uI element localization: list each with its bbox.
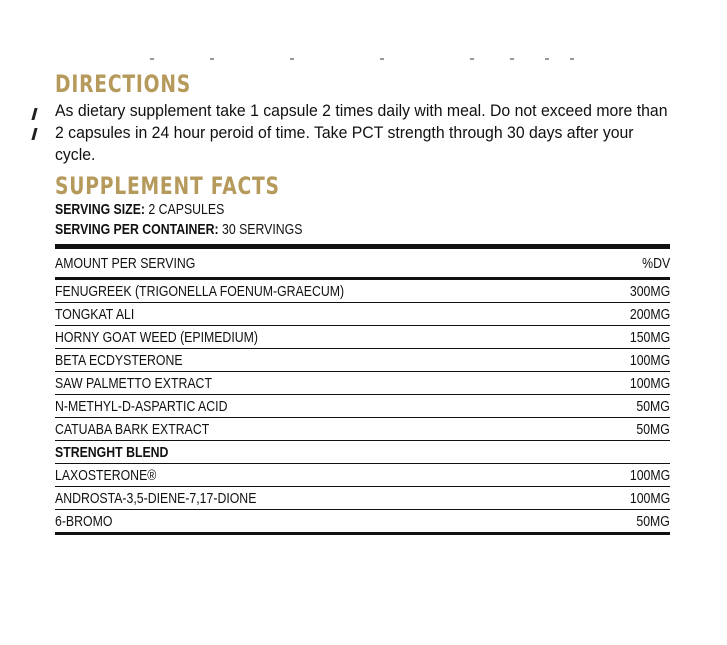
supplement-label — [55, 70, 670, 535]
ingredients-table — [55, 280, 670, 535]
ingredient-amount: 300MG — [629, 282, 670, 300]
table-row — [55, 372, 670, 395]
table-row — [55, 395, 670, 418]
table-row — [55, 510, 670, 535]
table-row — [55, 464, 670, 487]
ingredient-name: BETA ECDYSTERONE — [55, 351, 183, 369]
ingredient-name: FENUGREEK (TRIGONELLA FOENUM-GRAECUM) — [55, 282, 345, 300]
ingredient-name: ANDROSTA-3,5-DIENE-7,17-DIONE — [55, 489, 257, 507]
directions-heading: DIRECTIONS — [55, 70, 192, 98]
blend-name: STRENGHT BLEND — [55, 443, 169, 461]
label-edge-mark — [31, 128, 37, 140]
servings-per-container — [55, 220, 559, 240]
servings-per-container-label: SERVING PER CONTAINER: — [55, 221, 219, 238]
serving-size-value: 2 CAPSULES — [148, 201, 225, 218]
ingredient-amount: 100MG — [629, 489, 670, 507]
ingredient-amount: 50MG — [636, 397, 670, 415]
table-row — [55, 487, 670, 510]
amount-per-serving-header: AMOUNT PER SERVING — [55, 254, 196, 272]
label-edge-mark — [31, 108, 37, 120]
servings-per-container-value: 30 SERVINGS — [221, 221, 303, 238]
table-row — [55, 326, 670, 349]
ingredient-name: N-METHYL-D-ASPARTIC ACID — [55, 397, 228, 415]
ingredient-amount: 200MG — [629, 305, 670, 323]
table-row — [55, 280, 670, 303]
ingredient-amount: 100MG — [629, 351, 670, 369]
ingredient-name: TONGKAT ALI — [55, 305, 135, 323]
supplement-facts-heading: SUPPLEMENT FACTS — [55, 172, 280, 200]
table-row — [55, 303, 670, 326]
cropped-text-remnant — [150, 58, 600, 61]
ingredient-name: LAXOSTERONE® — [55, 466, 157, 484]
table-header-row — [55, 249, 670, 280]
ingredient-amount: 100MG — [629, 374, 670, 392]
ingredient-amount: 150MG — [629, 328, 670, 346]
blend-header-row — [55, 441, 670, 464]
ingredient-name: SAW PALMETTO EXTRACT — [55, 374, 212, 392]
ingredient-amount: 100MG — [629, 466, 670, 484]
table-row — [55, 418, 670, 441]
table-row — [55, 349, 670, 372]
ingredient-amount: 50MG — [636, 420, 670, 438]
ingredient-name: 6-BROMO — [55, 512, 113, 530]
serving-size — [55, 200, 559, 220]
ingredient-name: HORNY GOAT WEED (EPIMEDIUM) — [55, 328, 258, 346]
serving-size-label: SERVING SIZE: — [55, 201, 145, 218]
dv-header: %DV — [641, 254, 670, 272]
directions-text: As dietary supplement take 1 capsule 2 times daily with meal. Do not exceed more than 2 capsules in 24 hour peroid of time. Take PCT strength through 30 days after your cycle. — [55, 101, 668, 164]
ingredient-name: CATUABA BARK EXTRACT — [55, 420, 210, 438]
ingredient-amount: 50MG — [636, 512, 670, 530]
